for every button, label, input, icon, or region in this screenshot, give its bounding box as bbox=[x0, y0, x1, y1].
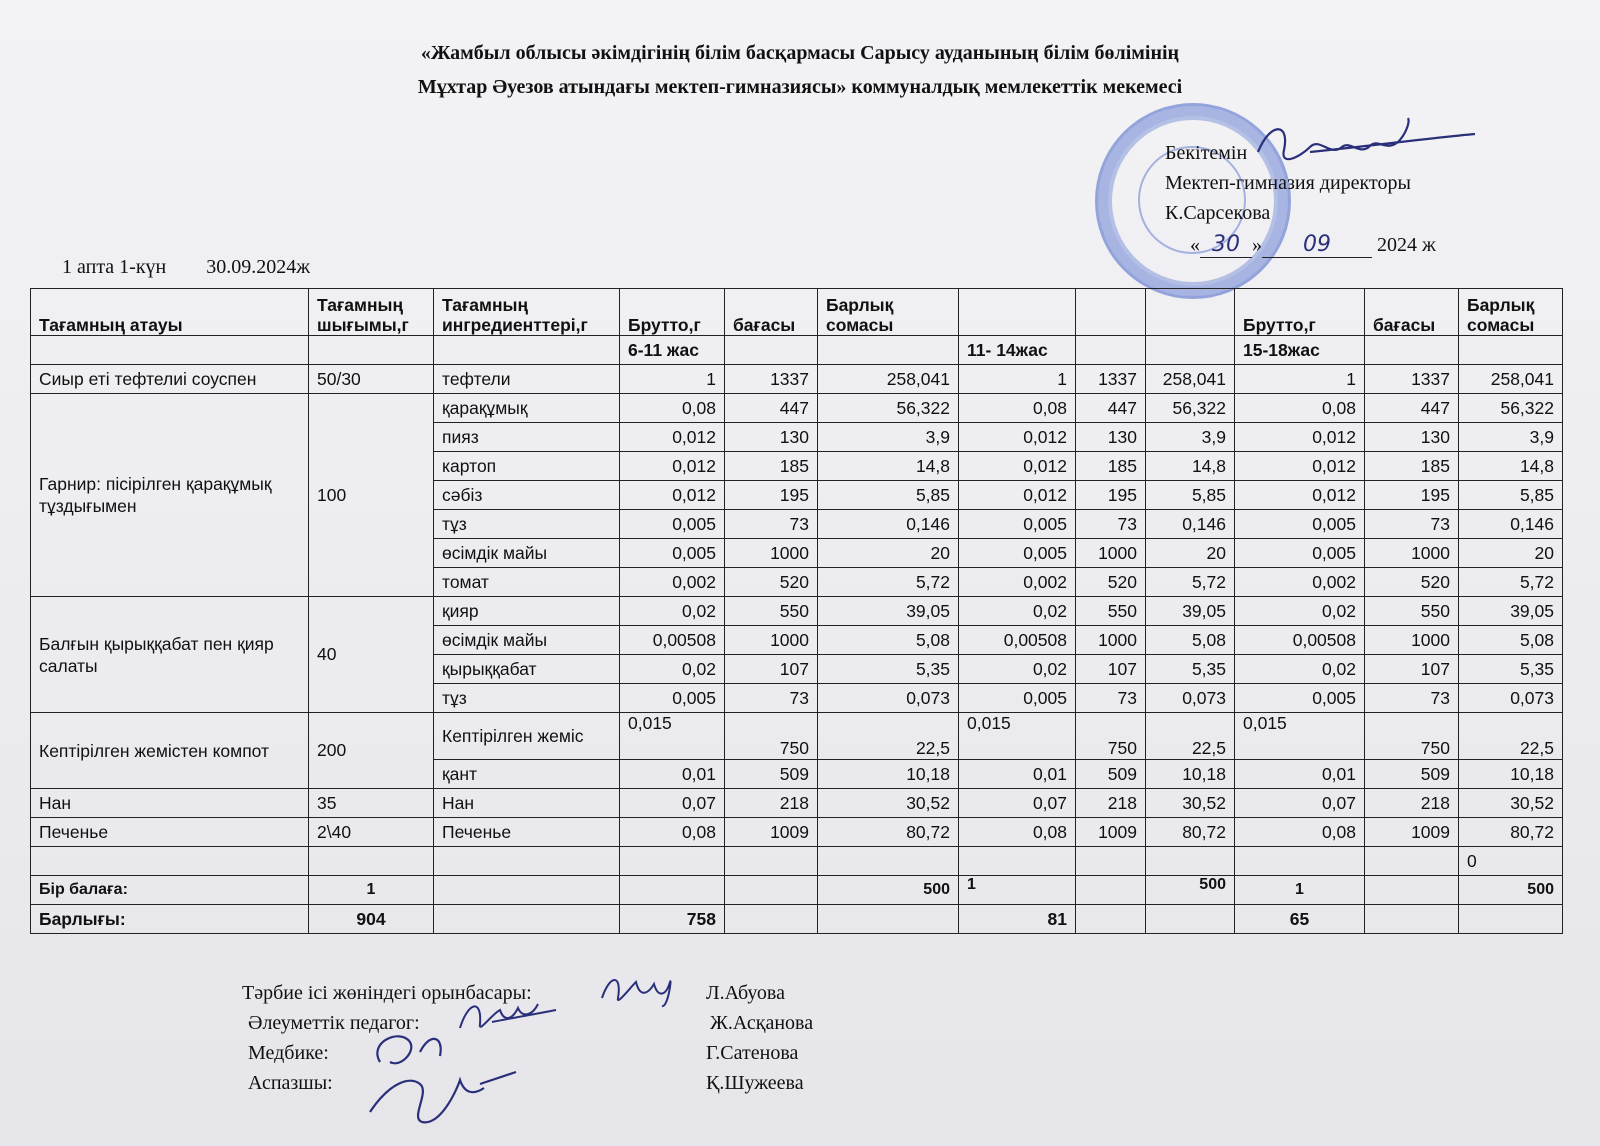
table-cell bbox=[725, 847, 818, 876]
table-cell bbox=[1146, 905, 1235, 934]
value-cell: 750 bbox=[1076, 713, 1146, 760]
age-group-label: 15-18жас bbox=[1235, 336, 1365, 365]
per-child-row bbox=[31, 876, 1563, 905]
table-cell bbox=[1365, 336, 1459, 365]
table-cell bbox=[31, 336, 309, 365]
value-cell: 5,85 bbox=[1459, 481, 1563, 510]
header-line-2: Мұхтар Әуезов атындағы мектеп-гимназиясы» коммуналдық мемлекеттік мекемесі bbox=[417, 76, 1183, 98]
table-row bbox=[31, 713, 1563, 760]
table-row bbox=[31, 365, 1563, 394]
table-cell bbox=[31, 847, 309, 876]
column-header: бағасы bbox=[1365, 289, 1459, 336]
value-cell: 0,012 bbox=[959, 452, 1076, 481]
value-cell: 0,005 bbox=[620, 510, 725, 539]
value-cell: 0 bbox=[1459, 847, 1563, 876]
value-cell: 509 bbox=[1365, 760, 1459, 789]
ingredient-name: тұз bbox=[434, 684, 620, 713]
value-cell: 509 bbox=[1076, 760, 1146, 789]
table-cell bbox=[725, 336, 818, 365]
value-cell: 56,322 bbox=[1146, 394, 1235, 423]
value-cell: 258,041 bbox=[1459, 365, 1563, 394]
table-cell bbox=[1459, 336, 1563, 365]
column-header: Тағамның ингредиенттері,г bbox=[434, 289, 620, 336]
value-cell: 5,72 bbox=[818, 568, 959, 597]
table-cell bbox=[620, 876, 725, 905]
value-cell: 185 bbox=[725, 452, 818, 481]
value-cell: 10,18 bbox=[1459, 760, 1563, 789]
value-cell: 10,18 bbox=[818, 760, 959, 789]
value-cell: 750 bbox=[725, 713, 818, 760]
deputy-signature bbox=[596, 968, 686, 1010]
total-value: 758 bbox=[620, 905, 725, 934]
value-cell: 0,02 bbox=[959, 597, 1076, 626]
value-cell: 0,00508 bbox=[620, 626, 725, 655]
value-cell: 0,073 bbox=[1459, 684, 1563, 713]
quote-close: » bbox=[1252, 234, 1262, 256]
dish-name: Кептірілген жемістен компот bbox=[31, 713, 309, 789]
value-cell: 73 bbox=[725, 510, 818, 539]
value-cell: 218 bbox=[1076, 789, 1146, 818]
table-cell bbox=[1076, 876, 1146, 905]
value-cell: 0,012 bbox=[959, 481, 1076, 510]
age-group-label: 11- 14жас bbox=[959, 336, 1076, 365]
value-cell: 130 bbox=[725, 423, 818, 452]
dish-yield: 50/30 bbox=[309, 365, 434, 394]
table-cell bbox=[1365, 905, 1459, 934]
value-cell: 218 bbox=[725, 789, 818, 818]
header-line-1: «Жамбыл облысы әкімдігінің білім басқармасы Сарысу ауданының білім бөлімінің bbox=[420, 42, 1180, 64]
ingredient-name: қырыққабат bbox=[434, 655, 620, 684]
value-cell: 0,005 bbox=[959, 539, 1076, 568]
value-cell: 80,72 bbox=[818, 818, 959, 847]
approval-block bbox=[1165, 138, 1411, 228]
value-cell: 0,00508 bbox=[959, 626, 1076, 655]
value-cell: 550 bbox=[1076, 597, 1146, 626]
value-cell: 0,015 bbox=[1235, 713, 1365, 760]
value-cell: 0,02 bbox=[1235, 655, 1365, 684]
value-cell: 0,02 bbox=[620, 597, 725, 626]
ingredient-name: пияз bbox=[434, 423, 620, 452]
value-cell: 1 bbox=[1235, 365, 1365, 394]
director-name: К.Сарсекова bbox=[1165, 202, 1271, 224]
value-cell: 447 bbox=[1076, 394, 1146, 423]
approval-year: 2024 ж bbox=[1377, 234, 1436, 256]
dish-name: Нан bbox=[31, 789, 309, 818]
dish-name: Сиыр еті тефтелиі соуспен bbox=[31, 365, 309, 394]
value-cell: 447 bbox=[1365, 394, 1459, 423]
value-cell: 30,52 bbox=[818, 789, 959, 818]
value-cell: 3,9 bbox=[1146, 423, 1235, 452]
table-cell bbox=[1365, 876, 1459, 905]
menu-date: 30.09.2024ж bbox=[206, 256, 311, 278]
value-cell: 0,07 bbox=[1235, 789, 1365, 818]
value-cell: 3,9 bbox=[1459, 423, 1563, 452]
value-cell: 1337 bbox=[1076, 365, 1146, 394]
value-cell: 3,9 bbox=[818, 423, 959, 452]
value-cell: 73 bbox=[1365, 510, 1459, 539]
value-cell: 0,005 bbox=[620, 684, 725, 713]
ingredient-name: өсімдік майы bbox=[434, 626, 620, 655]
value-cell: 509 bbox=[725, 760, 818, 789]
per-child-value: 500 bbox=[1459, 876, 1563, 905]
total-value: 81 bbox=[959, 905, 1076, 934]
dish-yield: 40 bbox=[309, 597, 434, 713]
ingredient-name: Кептірілген жеміс bbox=[434, 713, 620, 760]
table-row bbox=[31, 394, 1563, 423]
table-cell bbox=[1076, 847, 1146, 876]
ingredient-name: томат bbox=[434, 568, 620, 597]
value-cell: 0,07 bbox=[959, 789, 1076, 818]
signer-role-pedagogue: Әлеуметтік педагог: bbox=[248, 1012, 420, 1034]
table-row bbox=[31, 818, 1563, 847]
value-cell: 1 bbox=[620, 365, 725, 394]
table-cell bbox=[818, 905, 959, 934]
table-cell bbox=[434, 847, 620, 876]
value-cell: 258,041 bbox=[1146, 365, 1235, 394]
column-header bbox=[1076, 289, 1146, 336]
value-cell: 56,322 bbox=[1459, 394, 1563, 423]
value-cell: 185 bbox=[1365, 452, 1459, 481]
signer-name-cook: Қ.Шужеева bbox=[706, 1072, 804, 1094]
value-cell: 0,005 bbox=[1235, 684, 1365, 713]
value-cell: 1 bbox=[959, 365, 1076, 394]
value-cell: 0,00508 bbox=[1235, 626, 1365, 655]
value-cell: 56,322 bbox=[818, 394, 959, 423]
value-cell: 0,073 bbox=[818, 684, 959, 713]
value-cell: 14,8 bbox=[818, 452, 959, 481]
value-cell: 0,02 bbox=[959, 655, 1076, 684]
dish-yield: 200 bbox=[309, 713, 434, 789]
value-cell: 0,08 bbox=[620, 394, 725, 423]
value-cell: 0,01 bbox=[1235, 760, 1365, 789]
value-cell: 0,012 bbox=[1235, 452, 1365, 481]
value-cell: 520 bbox=[1076, 568, 1146, 597]
table-cell bbox=[959, 847, 1076, 876]
column-header bbox=[1146, 289, 1235, 336]
table-row bbox=[31, 597, 1563, 626]
nurse-cook-signature bbox=[360, 1022, 520, 1132]
value-cell: 107 bbox=[1076, 655, 1146, 684]
column-header: бағасы bbox=[725, 289, 818, 336]
table-cell bbox=[434, 905, 620, 934]
value-cell: 5,08 bbox=[1459, 626, 1563, 655]
value-cell: 0,015 bbox=[959, 713, 1076, 760]
approval-month: 09 bbox=[1262, 232, 1372, 258]
table-cell bbox=[1459, 905, 1563, 934]
table-cell bbox=[434, 876, 620, 905]
value-cell: 14,8 bbox=[1459, 452, 1563, 481]
value-cell: 0,01 bbox=[620, 760, 725, 789]
day-label: 1 апта 1-күн bbox=[62, 256, 167, 278]
value-cell: 750 bbox=[1365, 713, 1459, 760]
dish-name: Балғын қырыққабат пен қияр салаты bbox=[31, 597, 309, 713]
dish-yield: 2\40 bbox=[309, 818, 434, 847]
per-child-value: Бір балаға: bbox=[31, 876, 309, 905]
table-cell bbox=[725, 905, 818, 934]
value-cell: 107 bbox=[725, 655, 818, 684]
per-child-value: 1 bbox=[309, 876, 434, 905]
ingredient-name: қарақұмық bbox=[434, 394, 620, 423]
ingredient-name: сәбіз bbox=[434, 481, 620, 510]
value-cell: 195 bbox=[725, 481, 818, 510]
table-cell bbox=[1146, 847, 1235, 876]
director-position: Мектеп-гимназия директоры bbox=[1165, 172, 1411, 194]
value-cell: 0,005 bbox=[959, 510, 1076, 539]
ingredient-name: тұз bbox=[434, 510, 620, 539]
value-cell: 520 bbox=[1365, 568, 1459, 597]
per-child-value: 500 bbox=[1146, 876, 1235, 905]
value-cell: 73 bbox=[1076, 510, 1146, 539]
value-cell: 520 bbox=[725, 568, 818, 597]
table-cell bbox=[818, 847, 959, 876]
header-row bbox=[31, 289, 1563, 336]
value-cell: 107 bbox=[1365, 655, 1459, 684]
value-cell: 1000 bbox=[1365, 626, 1459, 655]
value-cell: 0,073 bbox=[1146, 684, 1235, 713]
value-cell: 30,52 bbox=[1459, 789, 1563, 818]
age-group-label: 6-11 жас bbox=[620, 336, 725, 365]
table-cell bbox=[1076, 336, 1146, 365]
column-header: Барлық сомасы bbox=[818, 289, 959, 336]
signer-name-pedagogue: Ж.Асқанова bbox=[710, 1012, 814, 1034]
approval-date bbox=[1190, 232, 1436, 258]
signer-name-nurse: Г.Сатенова bbox=[706, 1042, 799, 1064]
age-group-row bbox=[31, 336, 1563, 365]
value-cell: 0,02 bbox=[1235, 597, 1365, 626]
value-cell: 5,35 bbox=[818, 655, 959, 684]
total-value: 904 bbox=[309, 905, 434, 934]
quote-open: « bbox=[1190, 234, 1200, 256]
value-cell: 195 bbox=[1076, 481, 1146, 510]
value-cell: 0,012 bbox=[1235, 423, 1365, 452]
total-value: 65 bbox=[1235, 905, 1365, 934]
menu-table bbox=[30, 288, 1563, 934]
value-cell: 5,85 bbox=[1146, 481, 1235, 510]
value-cell: 14,8 bbox=[1146, 452, 1235, 481]
per-child-value: 1 bbox=[959, 876, 1076, 905]
value-cell: 130 bbox=[1365, 423, 1459, 452]
column-header: Брутто,г bbox=[620, 289, 725, 336]
value-cell: 0,07 bbox=[620, 789, 725, 818]
value-cell: 0,08 bbox=[1235, 394, 1365, 423]
value-cell: 0,005 bbox=[1235, 510, 1365, 539]
table-cell bbox=[620, 847, 725, 876]
value-cell: 1009 bbox=[725, 818, 818, 847]
ingredient-name: Нан bbox=[434, 789, 620, 818]
value-cell: 1009 bbox=[1076, 818, 1146, 847]
value-cell: 0,012 bbox=[620, 423, 725, 452]
value-cell: 0,08 bbox=[959, 394, 1076, 423]
table-cell bbox=[1076, 905, 1146, 934]
value-cell: 1000 bbox=[1365, 539, 1459, 568]
value-cell: 185 bbox=[1076, 452, 1146, 481]
value-cell: 0,005 bbox=[959, 684, 1076, 713]
column-header: Брутто,г bbox=[1235, 289, 1365, 336]
total-row bbox=[31, 905, 1563, 934]
table-cell bbox=[725, 876, 818, 905]
table-cell bbox=[1365, 847, 1459, 876]
table-cell bbox=[818, 336, 959, 365]
value-cell: 0,012 bbox=[620, 481, 725, 510]
value-cell: 195 bbox=[1365, 481, 1459, 510]
value-cell: 550 bbox=[725, 597, 818, 626]
value-cell: 39,05 bbox=[1459, 597, 1563, 626]
value-cell: 0,015 bbox=[620, 713, 725, 760]
value-cell: 20 bbox=[1146, 539, 1235, 568]
per-child-value: 500 bbox=[818, 876, 959, 905]
value-cell: 80,72 bbox=[1459, 818, 1563, 847]
signer-role-cook: Аспазшы: bbox=[248, 1072, 333, 1094]
value-cell: 22,5 bbox=[1146, 713, 1235, 760]
dish-name: Печенье bbox=[31, 818, 309, 847]
approve-word: Бекітемін bbox=[1165, 142, 1248, 164]
column-header bbox=[959, 289, 1076, 336]
dish-yield: 35 bbox=[309, 789, 434, 818]
table-cell bbox=[309, 336, 434, 365]
total-value: Барлығы: bbox=[31, 905, 309, 934]
value-cell: 0,146 bbox=[1146, 510, 1235, 539]
value-cell: 5,08 bbox=[818, 626, 959, 655]
empty-row bbox=[31, 847, 1563, 876]
ingredient-name: өсімдік майы bbox=[434, 539, 620, 568]
value-cell: 80,72 bbox=[1146, 818, 1235, 847]
table-cell bbox=[434, 336, 620, 365]
value-cell: 1337 bbox=[725, 365, 818, 394]
value-cell: 0,08 bbox=[959, 818, 1076, 847]
value-cell: 5,85 bbox=[818, 481, 959, 510]
value-cell: 10,18 bbox=[1146, 760, 1235, 789]
signer-role-deputy: Тәрбие ісі жөніндегі орынбасары: bbox=[242, 982, 532, 1004]
value-cell: 5,72 bbox=[1459, 568, 1563, 597]
value-cell: 73 bbox=[725, 684, 818, 713]
value-cell: 22,5 bbox=[1459, 713, 1563, 760]
value-cell: 0,005 bbox=[1235, 539, 1365, 568]
value-cell: 5,08 bbox=[1146, 626, 1235, 655]
value-cell: 5,35 bbox=[1459, 655, 1563, 684]
value-cell: 447 bbox=[725, 394, 818, 423]
value-cell: 1000 bbox=[1076, 539, 1146, 568]
ingredient-name: тефтели bbox=[434, 365, 620, 394]
table-cell bbox=[1235, 847, 1365, 876]
value-cell: 73 bbox=[1076, 684, 1146, 713]
value-cell: 0,005 bbox=[620, 539, 725, 568]
value-cell: 73 bbox=[1365, 684, 1459, 713]
value-cell: 0,012 bbox=[620, 452, 725, 481]
ingredient-name: Печенье bbox=[434, 818, 620, 847]
value-cell: 0,146 bbox=[818, 510, 959, 539]
value-cell: 550 bbox=[1365, 597, 1459, 626]
ingredient-name: қант bbox=[434, 760, 620, 789]
value-cell: 30,52 bbox=[1146, 789, 1235, 818]
column-header: Барлық сомасы bbox=[1459, 289, 1563, 336]
dish-yield: 100 bbox=[309, 394, 434, 597]
per-child-value: 1 bbox=[1235, 876, 1365, 905]
ingredient-name: қияр bbox=[434, 597, 620, 626]
value-cell: 0,08 bbox=[620, 818, 725, 847]
value-cell: 1000 bbox=[725, 626, 818, 655]
table-cell bbox=[309, 847, 434, 876]
value-cell: 20 bbox=[818, 539, 959, 568]
value-cell: 1009 bbox=[1365, 818, 1459, 847]
value-cell: 218 bbox=[1365, 789, 1459, 818]
value-cell: 22,5 bbox=[818, 713, 959, 760]
value-cell: 1000 bbox=[1076, 626, 1146, 655]
value-cell: 0,01 bbox=[959, 760, 1076, 789]
column-header: Тағамның атауы bbox=[31, 289, 309, 336]
signer-role-nurse: Медбике: bbox=[248, 1042, 329, 1064]
value-cell: 39,05 bbox=[818, 597, 959, 626]
value-cell: 0,002 bbox=[1235, 568, 1365, 597]
table-row bbox=[31, 789, 1563, 818]
day-line bbox=[62, 256, 310, 279]
value-cell: 0,012 bbox=[1235, 481, 1365, 510]
value-cell: 39,05 bbox=[1146, 597, 1235, 626]
value-cell: 0,02 bbox=[620, 655, 725, 684]
dish-name: Гарнир: пісірілген қарақұмық тұздығымен bbox=[31, 394, 309, 597]
table-cell bbox=[1146, 336, 1235, 365]
value-cell: 0,002 bbox=[959, 568, 1076, 597]
value-cell: 20 bbox=[1459, 539, 1563, 568]
value-cell: 0,002 bbox=[620, 568, 725, 597]
approval-day: 30 bbox=[1200, 232, 1252, 258]
value-cell: 5,72 bbox=[1146, 568, 1235, 597]
value-cell: 5,35 bbox=[1146, 655, 1235, 684]
value-cell: 258,041 bbox=[818, 365, 959, 394]
signer-name-deputy: Л.Абуова bbox=[706, 982, 785, 1004]
value-cell: 0,146 bbox=[1459, 510, 1563, 539]
value-cell: 1000 bbox=[725, 539, 818, 568]
value-cell: 130 bbox=[1076, 423, 1146, 452]
value-cell: 0,08 bbox=[1235, 818, 1365, 847]
column-header: Тағамның шығымы,г bbox=[309, 289, 434, 336]
value-cell: 1337 bbox=[1365, 365, 1459, 394]
value-cell: 0,012 bbox=[959, 423, 1076, 452]
ingredient-name: картоп bbox=[434, 452, 620, 481]
